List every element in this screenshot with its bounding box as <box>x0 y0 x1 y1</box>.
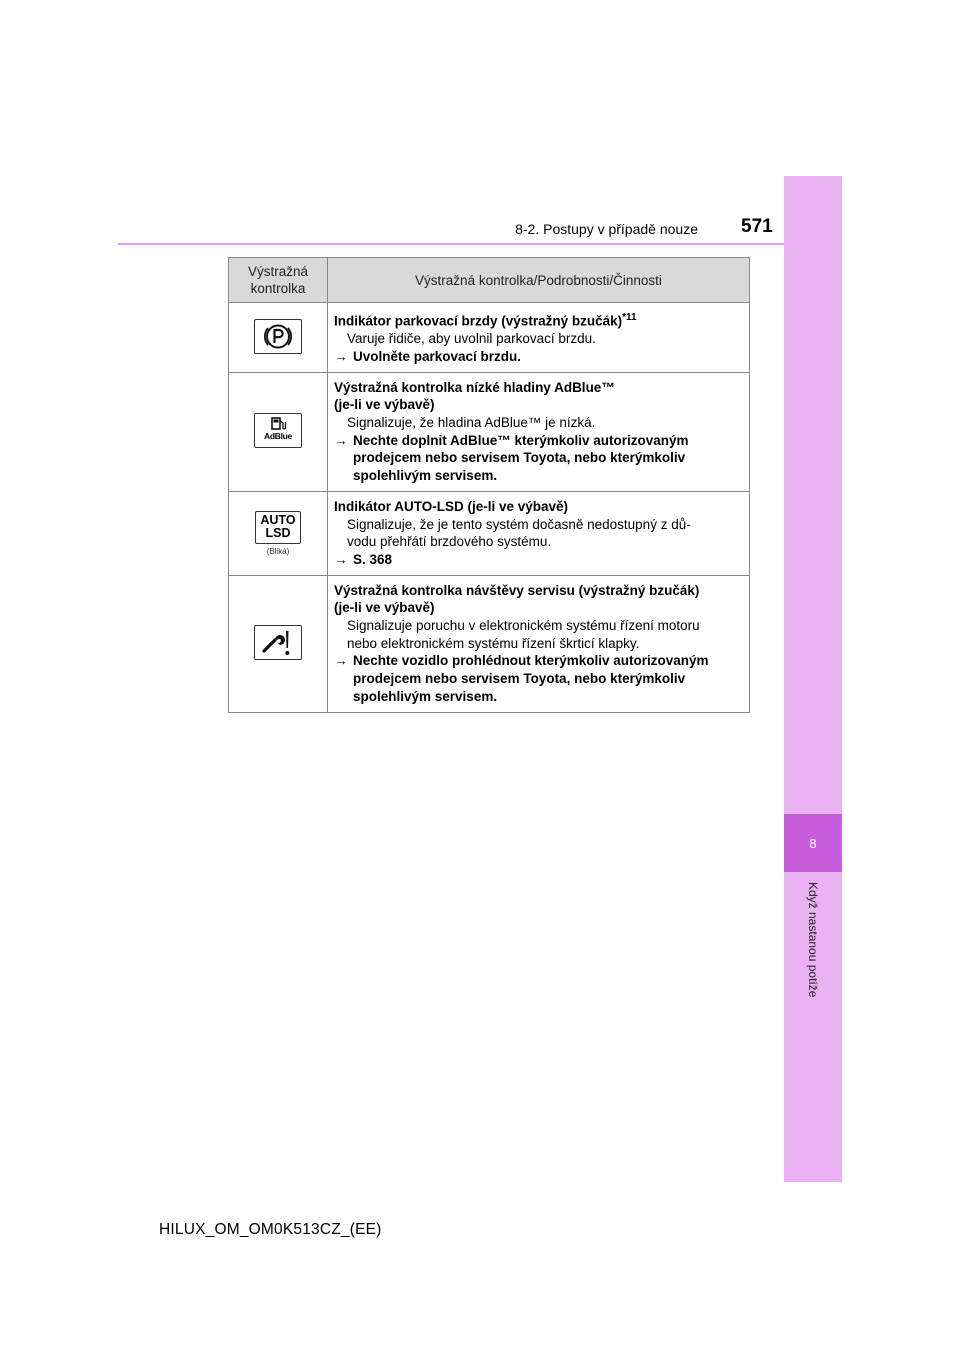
warning-light-table <box>228 257 750 713</box>
auto-lsd-icon: AUTO LSD <box>255 511 301 544</box>
chapter-sidebar <box>784 176 842 1182</box>
document-code: HILUX_OM_OM0K513CZ_(EE) <box>159 1221 382 1238</box>
header-warning-light: Výstražná kontrolka <box>229 258 328 303</box>
details-cell: Výstražná kontrolka nízké hladiny AdBlue™ (je-li ve výbavě) Signalizuje, že hladina AdBlue™ je nízká. → Nechte doplnit AdBlue™ kterýmkoliv autorizovaným prodejcem nebo servisem Toyota, nebo kterýmkoliv spolehlivým servisem. <box>328 372 750 491</box>
blink-label: (Bliká) <box>266 546 290 556</box>
header-divider <box>118 243 842 245</box>
icon-cell <box>229 575 328 712</box>
adblue-icon <box>254 413 302 448</box>
details-cell: Výstražná kontrolka návštěvy servisu (výstražný bzučák) (je-li ve výbavě) Signalizuje poruchu v elektronickém systému řízení motoru nebo elektronickém systému řízení škrticí klapky. → Nechte vozidlo prohlédnout kterýmkoliv autorizovaným prodejcem nebo servisem Toyota, nebo kterýmkoliv spolehlivým servisem. <box>328 575 750 712</box>
table-row <box>229 372 750 491</box>
table-row <box>229 303 750 373</box>
icon-cell <box>229 372 328 491</box>
service-reminder-icon <box>254 625 302 660</box>
section-title: 8-2. Postupy v případě nouze <box>515 221 698 237</box>
parking-brake-icon <box>254 319 302 354</box>
adblue-label: AdBlue <box>264 430 292 441</box>
chapter-title: Když nastanou potíže <box>806 882 820 998</box>
table-row <box>229 575 750 712</box>
table-header-row <box>229 258 750 303</box>
header-details: Výstražná kontrolka/Podrobnosti/Činnosti <box>328 258 750 303</box>
page-number: 571 <box>741 216 773 237</box>
chapter-number-tab[interactable]: 8 <box>784 814 842 872</box>
icon-cell <box>229 303 328 373</box>
details-cell: Indikátor parkovací brzdy (výstražný bzučák)$^{*11}$ Varuje řidiče, aby uvolnil parkovací brzdu. → Uvolněte parkovací brzdu. <box>328 303 750 373</box>
table-row <box>229 491 750 575</box>
details-cell: Indikátor AUTO-LSD (je-li ve výbavě) Signalizuje, že je tento systém dočasně nedostupný z dů- vodu přehřátí brzdového systému. → S. 368 <box>328 491 750 575</box>
icon-cell <box>229 491 328 575</box>
